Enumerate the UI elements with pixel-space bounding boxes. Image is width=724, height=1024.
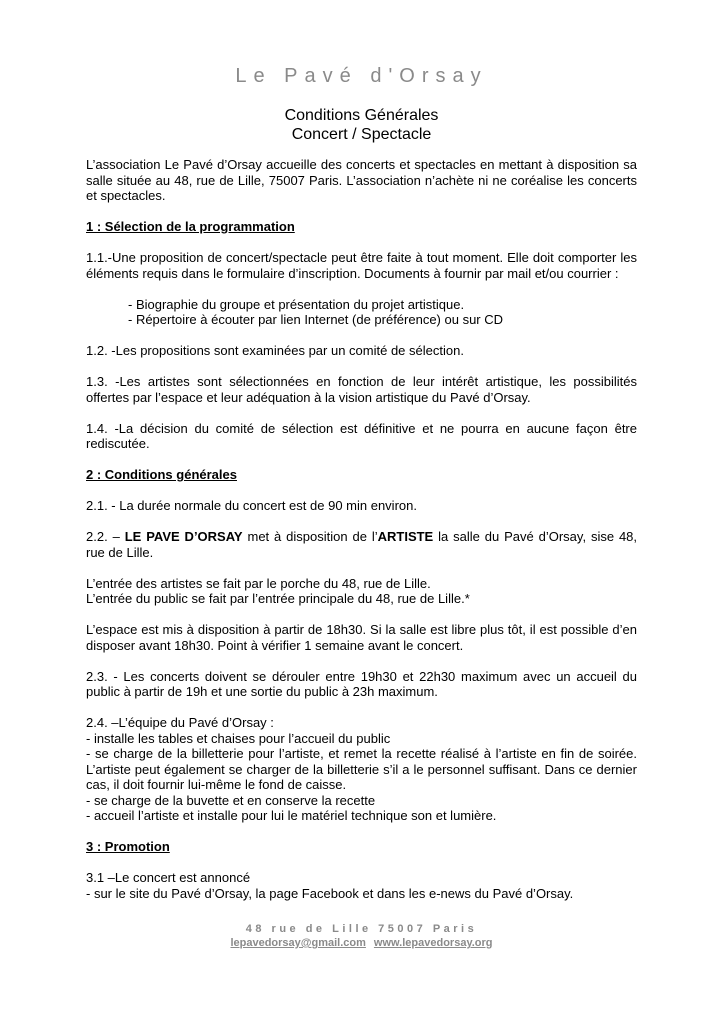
page-footer: [86, 922, 637, 950]
paragraph-2-2-venue: LE PAVE D’ORSAY: [124, 529, 243, 544]
paragraph-2-4-intro: 2.4. –L’équipe du Pavé d’Orsay :: [86, 715, 274, 730]
email-link[interactable]: lepavedorsay@gmail.com: [230, 937, 366, 949]
documents-list: [86, 297, 637, 328]
list-item: - installe les tables et chaises pour l’accueil du public: [86, 730, 391, 746]
paragraph-2-2-prefix: 2.2. –: [86, 529, 125, 544]
masthead: Le Pavé d'Orsay: [235, 65, 488, 87]
availability-paragraph: L’espace est mis à disposition à partir de 18h30. Si la salle est libre plus tôt, il est possible d’en disposer avant 18h30. Point à vérifier 1 semaine avant le concert.: [86, 622, 637, 653]
section-2-heading: 2 : Conditions générales: [86, 467, 237, 482]
paragraph-3-1-intro: 3.1 –Le concert est annoncé: [86, 870, 251, 885]
list-item: - se charge de la buvette et en conserve la recette: [86, 792, 376, 808]
website-link[interactable]: www.lepavedorsay.org: [373, 937, 493, 949]
list-item: - Répertoire à écouter par lien Internet (de préférence) ou sur CD: [128, 312, 504, 327]
section-3-heading: 3 : Promotion: [86, 839, 170, 854]
list-item: - Biographie du groupe et présentation du projet artistique.: [128, 296, 465, 312]
paragraph-2-2-artist: ARTISTE: [377, 529, 434, 544]
section-1-heading: 1 : Sélection de la programmation: [86, 219, 295, 234]
entry-public: L’entrée du public se fait par l’entrée principale du 48, rue de Lille.*: [86, 591, 470, 606]
paragraph-2-3: 2.3. - Les concerts doivent se dérouler entre 19h30 et 22h30 maximum avec un accueil du public à partir de 19h et une sortie du public à 23h maximum.: [86, 668, 637, 699]
paragraph-2-1: 2.1. - La durée normale du concert est de 90 min environ.: [86, 498, 417, 513]
list-item: - accueil l’artiste et installe pour lui le matériel technique son et lumière.: [86, 808, 497, 823]
document-title: [86, 106, 637, 144]
paragraph-2-2-mid: met à disposition de l’: [242, 529, 378, 544]
footer-links: [86, 936, 637, 950]
title-line-1: Conditions Générales: [284, 107, 439, 124]
paragraph-2-2-suffix: la salle du Pavé d’Orsay, sise 48, rue de Lille.: [86, 529, 638, 560]
list-item: - sur le site du Pavé d’Orsay, la page Facebook et dans les e-news du Pavé d’Orsay.: [86, 885, 574, 901]
paragraph-1-4: 1.4. -La décision du comité de sélection est définitive et ne pourra en aucune façon être rediscutée.: [86, 420, 637, 451]
footer-address: 48 rue de Lille 75007 Paris: [245, 923, 478, 935]
document-body: [86, 157, 637, 901]
paragraph-1-2: 1.2. -Les propositions sont examinées par un comité de sélection.: [86, 343, 464, 358]
list-item: - se charge de la billetterie pour l’artiste, et remet la recette réalisé à l’artiste en fin de soirée. L’artiste peut également se charger de la billetterie s’il a le personnel suffisant. Dans ce dernier cas, il doit fournir lui-même le fond de caisse.: [86, 746, 637, 792]
paragraph-1-1: 1.1.-Une proposition de concert/spectacle peut être faite à tout moment. Elle doit comporter les éléments requis dans le formulaire d’inscription. Documents à fournir par mail et/ou courrier :: [86, 250, 637, 281]
entry-artists: L’entrée des artistes se fait par le porche du 48, rue de Lille.: [86, 575, 431, 591]
title-line-2: Concert / Spectacle: [291, 126, 432, 143]
intro-paragraph: L’association Le Pavé d’Orsay accueille des concerts et spectacles en mettant à disposition sa salle située au 48, rue de Lille, 75007 Paris. L’association n’achète ni ne coréalise les concerts et spectacles.: [86, 157, 637, 203]
paragraph-1-3: 1.3. -Les artistes sont sélectionnées en fonction de leur intérêt artistique, les possibilités offertes par l’espace et leur adéquation à la vision artistique du Pavé d’Orsay.: [86, 374, 637, 405]
paragraph-2-2: [86, 529, 637, 560]
